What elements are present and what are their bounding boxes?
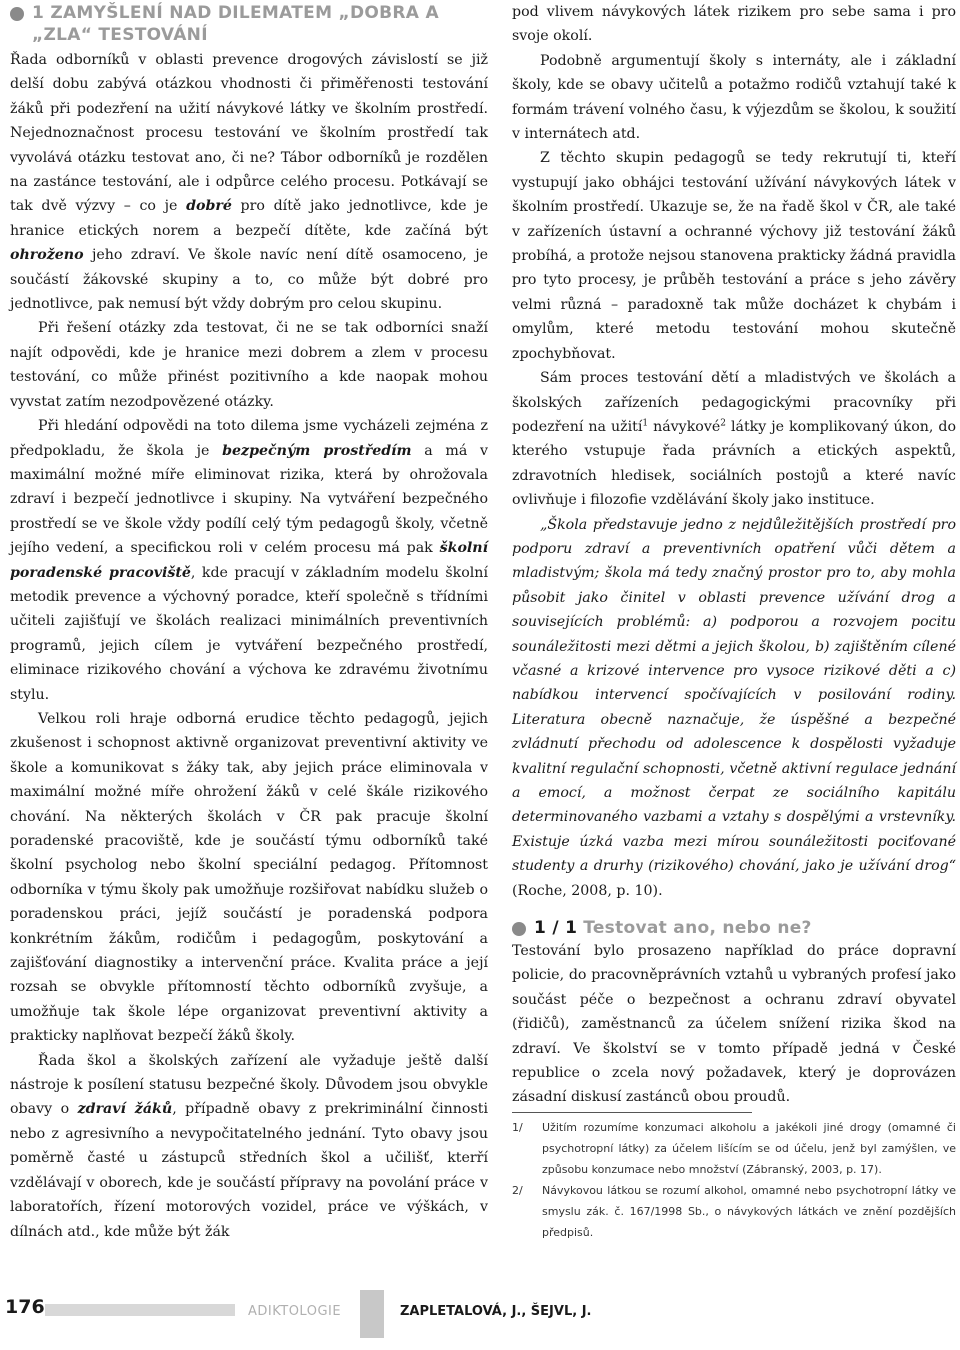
right-column [512,0,956,1110]
footnote-divider [512,1112,752,1113]
subsection-number: 1 / 1 [534,918,578,939]
bullet-icon [512,922,526,936]
section-heading [10,2,488,46]
footer-bar [45,1304,235,1316]
paragraph: Při hledání odpovědi na toto dilema jsme vycházeli zejména z předpokladu, že škola je bezpečným prostředím a má v maximální možné míře eliminovat rizika, která by ohrožovala zdraví i bezpečí jednotlivce i skupiny. Na vytváření bezpečného prostředí se ve škole vždy podílí celý tým pedagogů školy, včetně jejího vedení, a specifickou roli v celém procesu má pak školní poradenské pracoviště, kde pracují v základním modelu školní metodik prevence a výchovný poradce, kteří společně s třídními učiteli zajišťují ve školách realizaci minimálních preventivních programů, jejich cílem je vytváření bezpečného prostředí, eliminace rizikového chování a výchova ke zdravému životnímu stylu. [10,418,488,703]
quote-paragraph: „Škola představuje jedno z nejdůležitějších prostředí pro podporu zdraví a preventivních opatření vůči dětem a mladistvým; škola má tedy značný prostor pro to, aby mohla působit jako činitel v oblasti prevence užívání drog a souvisejících problémů: a) podporou a rozvojem pocitu sounáležitosti mezi dětmi a jejich školou, b) zajištěním cílené včasné a krizové intervence pro vysoce rizikové děti a c) nabídkou intervencí spočívajících v posilování rodiny. Literatura obecně naznačuje, že úspěšné a bezpečné zvládnutí přechodu od adolescence k dospělosti vyžaduje kvalitní regulační schopnosti, včetně aktivní regulace jednání a emocí, a možnost čerpat ze sociálního kapitálu determinovaného vazbami a vztahy s dospělými a vrstevníky. Existuje úzká vazba mezi mírou sounáležitosti pociťované studenty a drurhy (rizikového) chování, jako je užívání drog“ (Roche, 2008, p. 10). [512,516,956,899]
subsection-title: Testovat ano, nebo ne? [583,918,812,939]
paragraph: Sám proces testování dětí a mladistvých ve školách a školských zařízeních pedagogickými pracovníky při podezření na užití$^1$ návykové$^2$ látky je komplikovaný úkon, do kterého vstupuje řada právních a etických aspektů, zdravotních hledisek, sociálních postojů a které navíc ovlivňuje i filozofie vzdělávání školy jako instituce. [512,370,957,509]
section-title: 1 ZAMYŠLENÍ NAD DILEMATEM „DOBRA A „ZLA“ TESTOVÁNÍ [32,3,439,45]
paragraph: Z těchto skupin pedagogů se tedy rekrutují ti, kteří vystupují jako obhájci testování užívání návykových látek v školním prostředí. Ukazuje se, že na řadě škol v ČR, ale také v zařízeních ústavní a ochranné výchovy již testování žáků probíhá, a protože nejsou stanovena prakticky žádná pravidla pro tyto procesy, je průběh testování a práce s jeho závěry velmi různá – paradoxně tak může docházet k chybám i omylům, které metodu testování mohou skutečně zpochybňovat. [512,150,956,362]
footnotes [512,1117,956,1243]
left-column [10,0,488,1244]
paragraph: Při řešení otázky zda testovat, či ne se tak odborníci snaží najít odpovědi, kde je hranice mezi dobrem a zlem v procesu testování, co může přinést pozitivního a kde naopak mohou vyvstat zatím nezodpovězené otázky. [10,320,488,410]
page-footer [0,1290,960,1334]
journal-name: ADIKTOLOGIE [248,1304,342,1319]
footnote: 2/ Návykovou látkou se rozumí alkohol, omamné nebo psychotropní látky ve smyslu zák. č. 167/1998 Sb., o návykových látkách ve znění pozdějších předpisů. [512,1184,956,1239]
footnote: 1/ Užitím rozumíme konzumaci alkoholu a jakékoli jiné drogy (omamné či psychotropní látky) za účelem lišícím se od účelu, jenž byl zamýšlen, ve způsobu konzumace nebo množství (Zábranský, 2003, p. 17). [512,1121,956,1176]
paragraph: Velkou roli hraje odborná erudice těchto pedagogů, jejich zkušenost i schopnost aktivně organizovat preventivní aktivity ve škole a komunikovat s žáky tak, aby jejich práce eliminovala v maximální možné míře ohrožení žáků v celé škále rizikového chování. Na některých školách v ČR pak pracuje školní poradenské pracoviště, kde je součástí týmu odborníků také školní psycholog nebo školní speciální pedagog. Přítomnost odborníka v týmu školy pak umožňuje rozšiřovat nabídku služeb o poradenskou práci, jejíž součástí je poradenská podpora konkrétním žákům, rodičům i pedagogům, poskytování a zajišťování diagnostiky a intervenční práce. Kvalita práce a její rozsah se obvykle přítomností těchto odborníků zvyšuje, a umožňuje tak škole lépe organizovat preventivní aktivity a prakticky naplňovat bezpečí žáků školy. [10,710,488,1045]
bullet-icon [10,7,24,21]
authors: ZAPLETALOVÁ, J., ŠEJVL, J. [400,1304,592,1319]
subsection-heading [512,917,956,939]
paragraph: Řada odborníků v oblasti prevence drogových závislostí se již delší dobu zabývá otázkou vhodnosti či přiměřenosti testování žáků při podezření na užití návykové látky ve školním prostředí. Nejednoznačnost procesu testování ve školním prostředí tak vyvolává otázku testovat ano, či ne? Tábor odborníků je rozdělen na zastánce testování, ale i odpůrce celého procesu. Potkávají se tak dvě výzvy – co je dobré pro dítě jako jednotlivce, kde je hranice etických norem a bezpečí dítěte, kde začíná být ohroženo jeho zdraví. Ve škole navíc není dítě osamoceno, je součástí žákovské skupiny a to, co může být dobré pro jednotlivce, pak nemusí být vždy dobrým pro celou skupinu. [10,52,488,313]
paragraph: Řada škol a školských zařízení ale vyžaduje ještě další nástroje k posílení statusu bezpečné školy. Důvodem jsou obvykle obavy o zdraví žáků, případně obavy z prekriminální činnosti nebo z agresivního a nevypočitatelného jednání. Tyto obavy jsou poměrně časté u zástupců středních škol a učilišť, kterří vzdělávají v oborech, kde je součástí přípravy na povolání práce v laboratořích, řízení motorových vozidel, práce ve výškách, v dílnách atd., kde může být žák [10,1052,488,1240]
footer-divider [360,1290,384,1338]
paragraph: Testování bylo prosazeno například do práce dopravní policie, do pracovněprávních vztahů u vybraných profesí jako součást péče o bezpečnost a ochranu zdraví obyvatel (řidičů), zaměstnanců za účelem snížení rizika škod na zdraví. Ve školství se v tomto případě jedná v České republice o zcela nový požadavek, který je doprovázen zásadní diskusí zastánců obou proudů. [512,943,956,1106]
paragraph: pod vlivem návykových látek rizikem pro sebe sama i pro svoje okolí. [512,4,956,45]
page-number: 176 [5,1296,45,1318]
paragraph: Podobně argumentují školy s internáty, ale i základní školy, kde se obavy učitelů a potažmo rodičů vztahují také k formám trávení volného času, k výjezdům se školou, k soužití v internátech atd. [512,52,956,143]
